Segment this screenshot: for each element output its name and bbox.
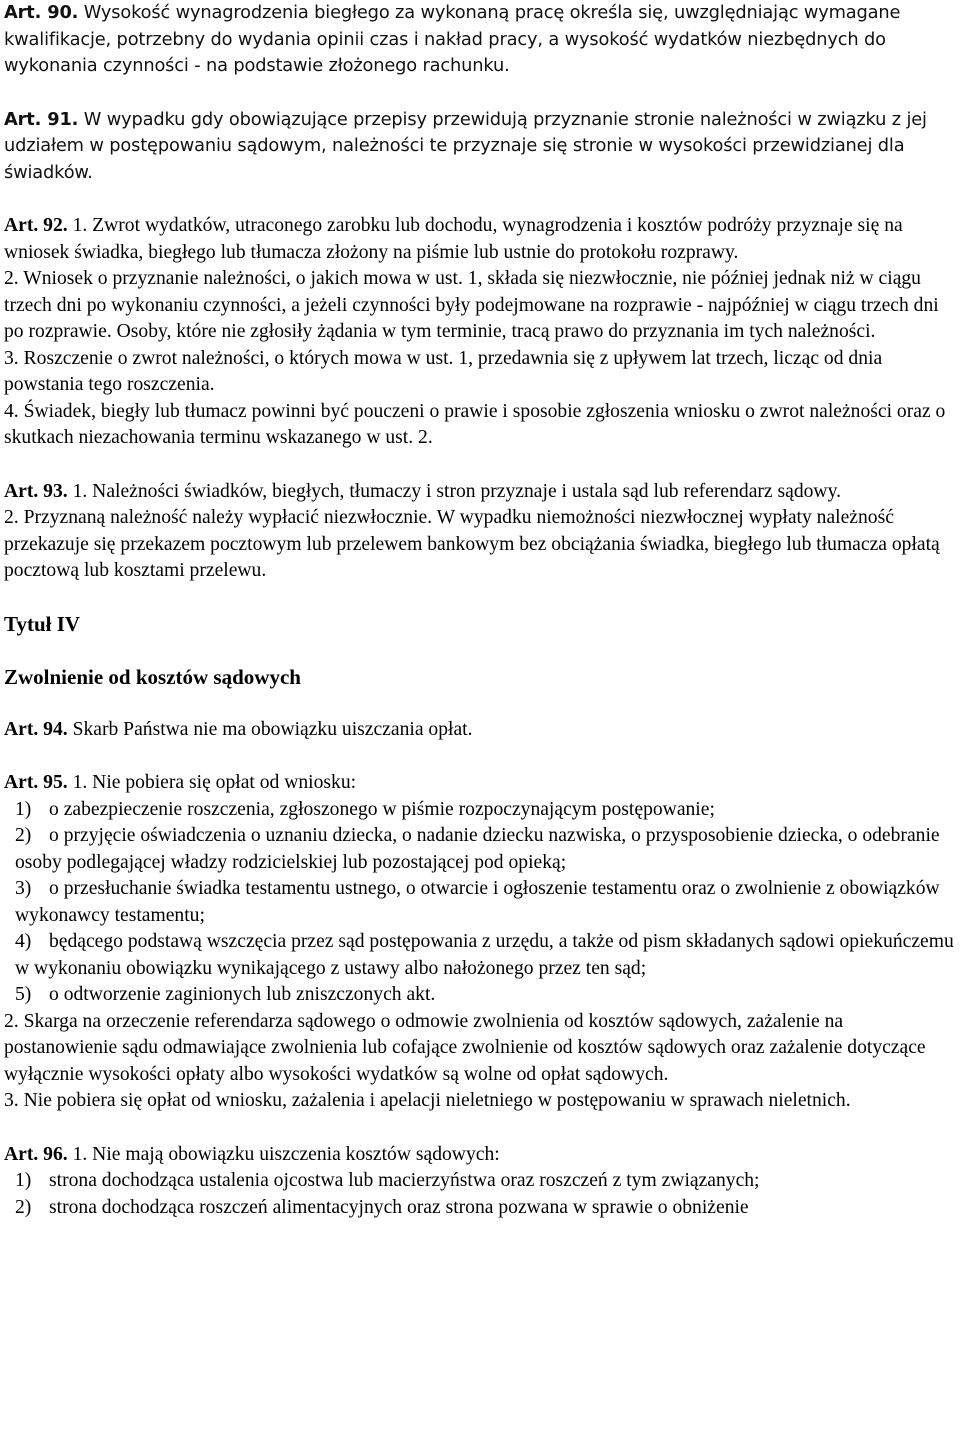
- title-name: Zwolnienie od kosztów sądowych: [4, 664, 301, 689]
- article-label: Art. 91.: [4, 108, 79, 130]
- article-label: Art. 96.: [4, 1143, 68, 1165]
- art-92-par-2: 2. Wniosek o przyznanie należności, o jakich mowa w ust. 1, składa się niezwłocznie, nie później jednak niż w ciągu trzech dni po wykonaniu czynności, a jeżeli czynności były podejmowane na rozprawie - najpóźniej w ciągu trzech dni po rozprawie. Osoby, które nie zgłosiły żądania w tym terminie, tracą prawo do przyznania im tych należności.: [4, 268, 939, 342]
- list-item: 1) strona dochodząca ustalenia ojcostwa lub macierzyństwa oraz roszczeń z tym związanych;: [15, 1170, 760, 1191]
- list-item: 5) o odtworzenie zaginionych lub zniszczonych akt.: [15, 984, 436, 1005]
- list-item: 1) o zabezpieczenie roszczenia, zgłoszonego w piśmie rozpoczynającym postępowanie;: [15, 798, 715, 820]
- art-93: [4, 452, 956, 585]
- art-95: [4, 743, 956, 1115]
- art-92: [4, 186, 956, 452]
- art-95-par-1: Art. 95. 1. Nie pobiera się opłat od wniosku:: [4, 772, 357, 793]
- art-95-par-2: 2. Skarga na orzeczenie referendarza sądowego o odmowie zwolnienia od kosztów sądowych, zażalenie na postanowienie sądu odmawiające zwolnienia lub cofające zwolnienie od kosztów sądowych oraz zażalenie dotyczące wyłącznie wysokości opłaty albo wysokości wydatków są wolne od opłat sądowych.: [4, 1010, 926, 1085]
- art-93-par-1: Art. 93. 1. Należności świadków, biegłych, tłumaczy i stron przyznaje i ustala sąd lub referendarz sądowy.: [4, 480, 841, 502]
- art-92-par-4: 4. Świadek, biegły lub tłumacz powinni być pouczeni o prawie i sposobie zgłoszenia wniosku o zwrot należności oraz o skutkach niezachowania terminu wskazanego w ust. 2.: [4, 400, 946, 448]
- article-text: Wysokość wynagrodzenia biegłego za wykonaną pracę określa się, uwzględniając wymagane kwalifikacje, potrzebny do wydania opinii czas i nakład pracy, a wysokość wydatków niezbędnych do wykonania czynności - na podstawie złożonego rachunku.: [4, 2, 901, 76]
- art-94: Art. 94. Skarb Państwa nie ma obowiązku uiszczania opłat.: [4, 718, 473, 740]
- art-95-par-3: 3. Nie pobiera się opłat od wniosku, zażalenia i apelacji nieletniego w postępowaniu w sprawach nieletnich.: [4, 1090, 851, 1111]
- article-label: Art. 94.: [4, 718, 68, 740]
- article-label: Art. 95.: [4, 772, 68, 793]
- art-96-par-1: Art. 96. 1. Nie mają obowiązku uiszczenia kosztów sądowych:: [4, 1143, 500, 1165]
- article-text: W wypadku gdy obowiązujące przepisy przewidują przyznanie stronie należności w związku z jej udziałem w postępowaniu sądowym, należności te przyznaje się stronie w wysokości przewidzianej dla świadków.: [4, 108, 927, 183]
- article-label: Art. 90.: [4, 2, 79, 23]
- document-page: [4, 0, 956, 1221]
- art-96: [4, 1115, 956, 1222]
- list-item: 2) strona dochodząca roszczeń alimentacyjnych oraz strona pozwana w sprawie o obniżenie: [15, 1196, 749, 1218]
- list-item: 3) o przesłuchanie świadka testamentu ustnego, o otwarcie i ogłoszenie testamentu oraz o zwolnienie z obowiązków wykonawcy testamentu;: [15, 878, 940, 926]
- list-item: 2) o przyjęcie oświadczenia o uznaniu dziecka, o nadanie dziecku nazwiska, o przysposobienie dziecka, o odebranie osoby podlegającej władzy rodzicielskiej lub pozostającej pod opieką;: [15, 825, 940, 873]
- art-92-par-1: Art. 92. 1. Zwrot wydatków, utraconego zarobku lub dochodu, wynagrodzenia i kosztów podróży przyznaje się na wniosek świadka, biegłego lub tłumacza złożony na piśmie lub ustnie do protokołu rozprawy.: [4, 215, 903, 263]
- art-93-par-2: 2. Przyznaną należność należy wypłacić niezwłocznie. W wypadku niemożności niezwłocznej wypłaty należność przekazuje się przekazem pocztowym lub przelewem bankowym bez obciążania świadka, biegłego lub tłumacza opłatą pocztową lub kosztami przelewu.: [4, 507, 940, 581]
- title-number: Tytuł IV: [4, 611, 81, 636]
- art-91: [4, 80, 956, 187]
- art-92-par-3: 3. Roszczenie o zwrot należności, o których mowa w ust. 1, przedawnia się z upływem lat trzech, licząc od dnia powstania tego roszczenia.: [4, 347, 883, 395]
- article-label: Art. 92.: [4, 215, 68, 236]
- art-90: [4, 0, 956, 80]
- article-label: Art. 93.: [4, 480, 68, 502]
- list-item: 4) będącego podstawą wszczęcia przez sąd postępowania z urzędu, a także od pism składanych sądowi opiekuńczemu w wykonaniu obowiązku wynikającego z ustawy albo nałożonego przez ten sąd;: [15, 931, 954, 979]
